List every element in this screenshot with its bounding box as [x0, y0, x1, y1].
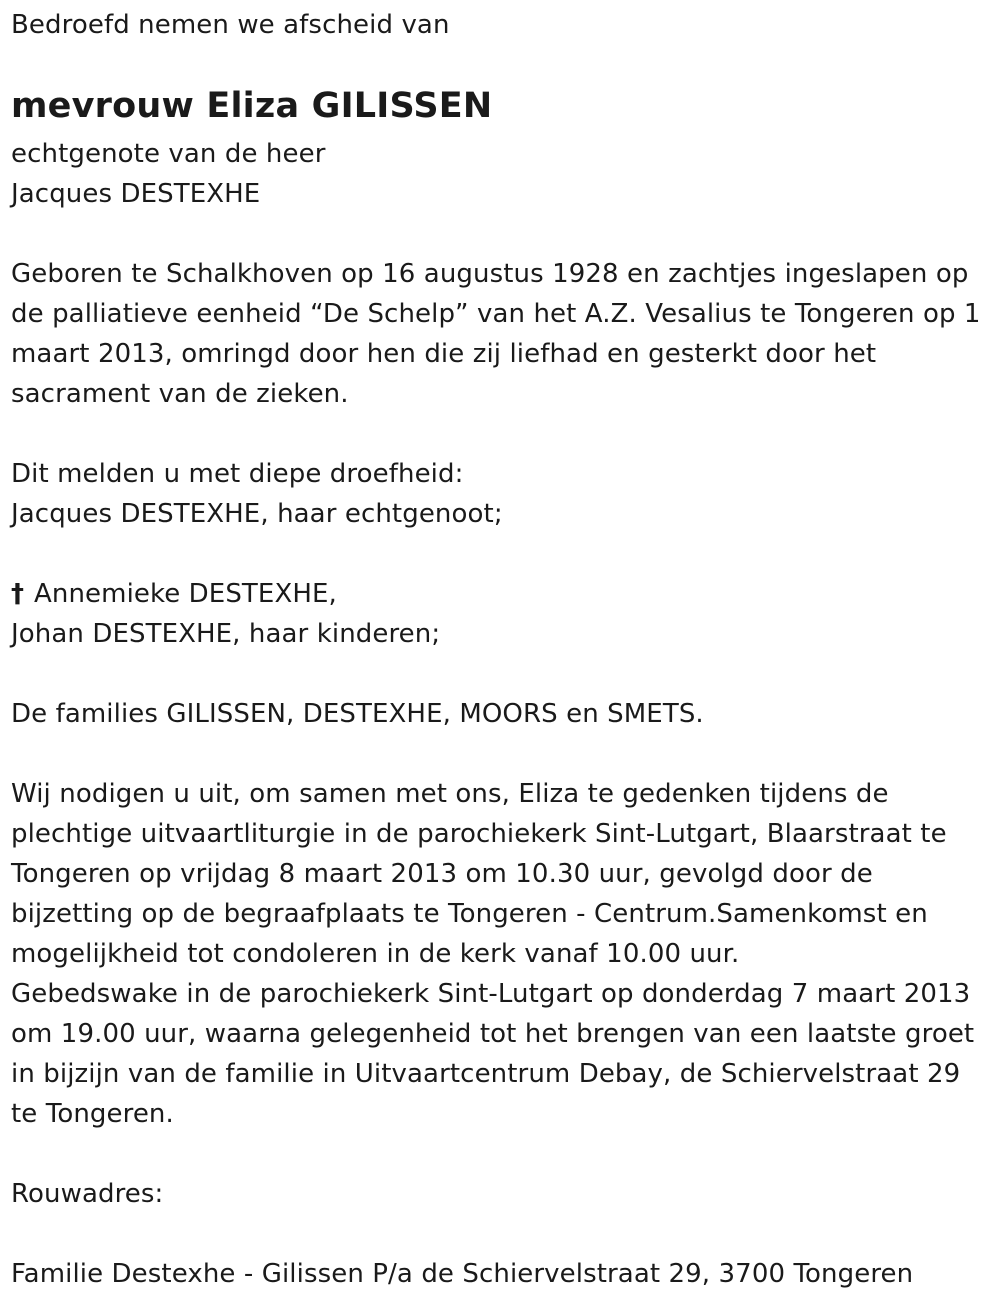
- invitation-paragraph-line: om 19.00 uur, waarna gelegenheid tot het brengen van een laatste groet: [11, 1019, 975, 1049]
- birth-paragraph-line: maart 2013, omringd door hen die zij liefhad en gesterkt door het: [11, 339, 877, 369]
- cross-icon: †: [11, 579, 25, 609]
- child-line: Johan DESTEXHE, haar kinderen;: [11, 619, 441, 649]
- invitation-paragraph-line: te Tongeren.: [11, 1099, 174, 1129]
- spouse-line-1: echtgenote van de heer: [11, 139, 326, 169]
- invitation-paragraph-line: bijzetting op de begraafplaats te Tongeren - Centrum.Samenkomst en: [11, 899, 928, 929]
- birth-paragraph-line: Geboren te Schalkhoven op 16 augustus 1928 en zachtjes ingeslapen op: [11, 259, 969, 289]
- invitation-paragraph-line: Tongeren op vrijdag 8 maart 2013 om 10.30 uur, gevolgd door de: [11, 859, 873, 889]
- invitation-paragraph-line: Wij nodigen u uit, om samen met ons, Eliza te gedenken tijdens de: [11, 779, 889, 809]
- deceased-name: mevrouw Eliza GILISSEN: [11, 86, 493, 126]
- intro-text: Bedroefd nemen we afscheid van: [11, 10, 450, 40]
- husband-line: Jacques DESTEXHE, haar echtgenoot;: [11, 499, 503, 529]
- child-name: Annemieke DESTEXHE,: [34, 579, 337, 609]
- invitation-paragraph-line: plechtige uitvaartliturgie in de parochiekerk Sint-Lutgart, Blaarstraat te: [11, 819, 947, 849]
- invitation-paragraph-line: in bijzijn van de familie in Uitvaartcentrum Debay, de Schiervelstraat 29: [11, 1059, 961, 1089]
- invitation-paragraph-line: mogelijkheid tot condoleren in de kerk vanaf 10.00 uur.: [11, 939, 740, 969]
- families-line: De families GILISSEN, DESTEXHE, MOORS en SMETS.: [11, 699, 704, 729]
- address-label: Rouwadres:: [11, 1179, 164, 1209]
- birth-paragraph-line: sacrament van de zieken.: [11, 379, 349, 409]
- announcement-text: Dit melden u met diepe droefheid:: [11, 459, 464, 489]
- invitation-paragraph-line: Gebedswake in de parochiekerk Sint-Lutgart op donderdag 7 maart 2013: [11, 979, 971, 1009]
- child-line-deceased: [11, 574, 337, 614]
- address-text: Familie Destexhe - Gilissen P/a de Schiervelstraat 29, 3700 Tongeren: [11, 1259, 914, 1289]
- birth-paragraph-line: de palliatieve eenheid “De Schelp” van het A.Z. Vesalius te Tongeren op 1: [11, 299, 981, 329]
- spouse-line-2: Jacques DESTEXHE: [11, 179, 261, 209]
